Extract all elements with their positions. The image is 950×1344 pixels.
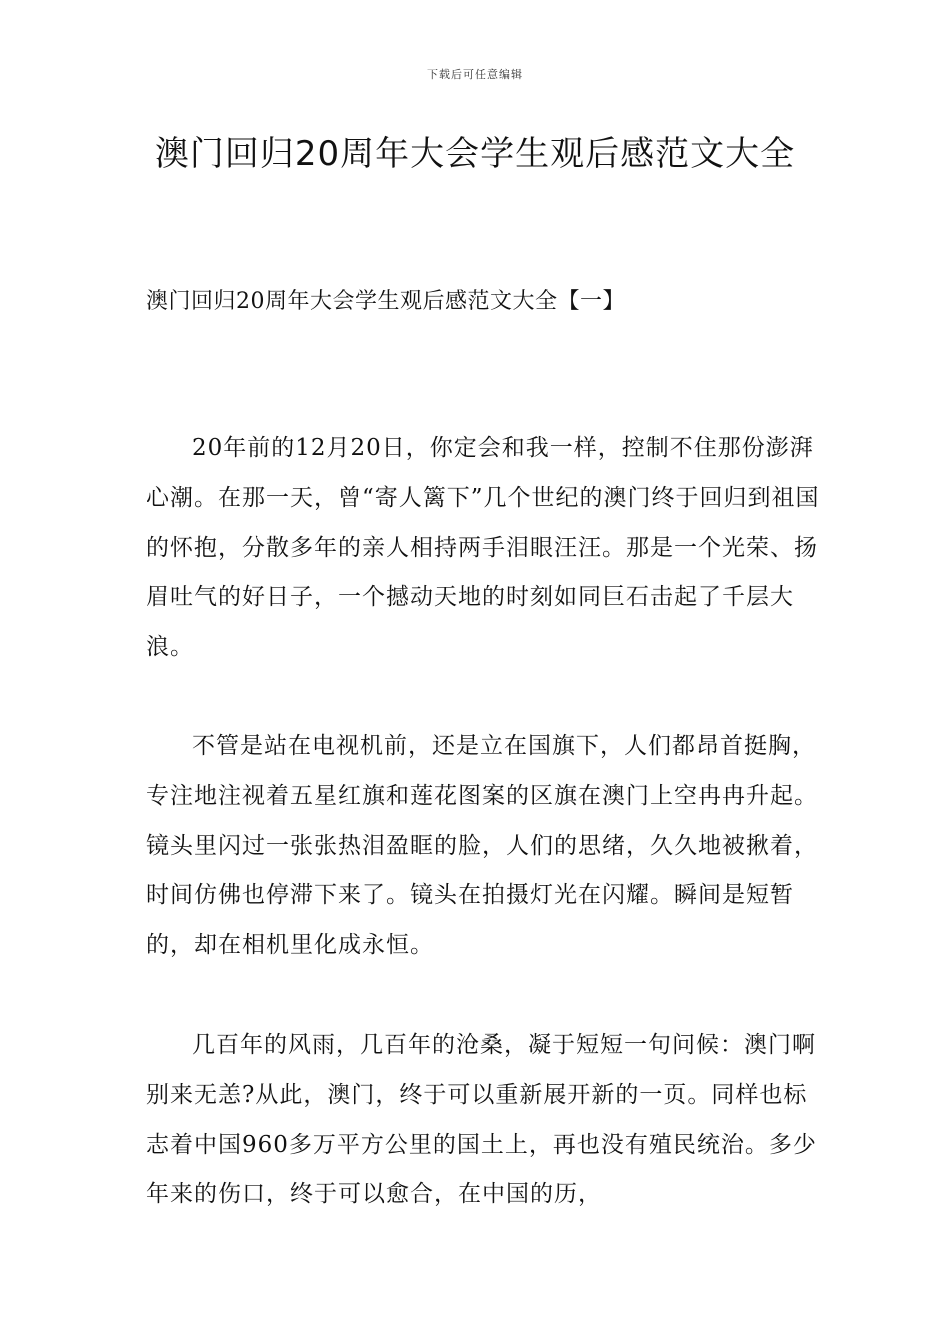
section-heading: 澳门回归20周年大会学生观后感范文大全【一】 xyxy=(146,289,625,314)
document-title: 澳门回归20周年大会学生观后感范文大全 xyxy=(154,134,796,174)
paragraph-3: 几百年的风雨，几百年的沧桑，凝于短短一句问候：澳门啊别来无恙?从此，澳门，终于可以重新展开新的一页。同样也标志着中国960多万平方公里的国土上，再也没有殖民统治。多少年来的伤口，终于可以愈合，在中国的历， xyxy=(146,1032,817,1208)
paragraph-2: 不管是站在电视机前，还是立在国旗下，人们都昂首挺胸，专注地注视着五星红旗和莲花图案的区旗在澳门上空冉冉升起。镜头里闪过一张张热泪盈眶的脸，人们的思绪，久久地被揪着，时间仿佛也停滞下来了。镜头在拍摄灯光在闪耀。瞬间是短暂的，却在相机里化成永恒。 xyxy=(146,733,818,959)
header-note: 下载后可任意编辑 xyxy=(427,68,523,81)
paragraph-1: 20年前的12月20日，你定会和我一样，控制不住那份澎湃心潮。在那一天，曾“寄人篱下”几个世纪的澳门终于回归到祖国的怀抱，分散多年的亲人相持两手泪眼汪汪。那是一个光荣、扬眉吐气的好日子，一个撼动天地的时刻如同巨石击起了千层大浪。 xyxy=(146,435,820,661)
